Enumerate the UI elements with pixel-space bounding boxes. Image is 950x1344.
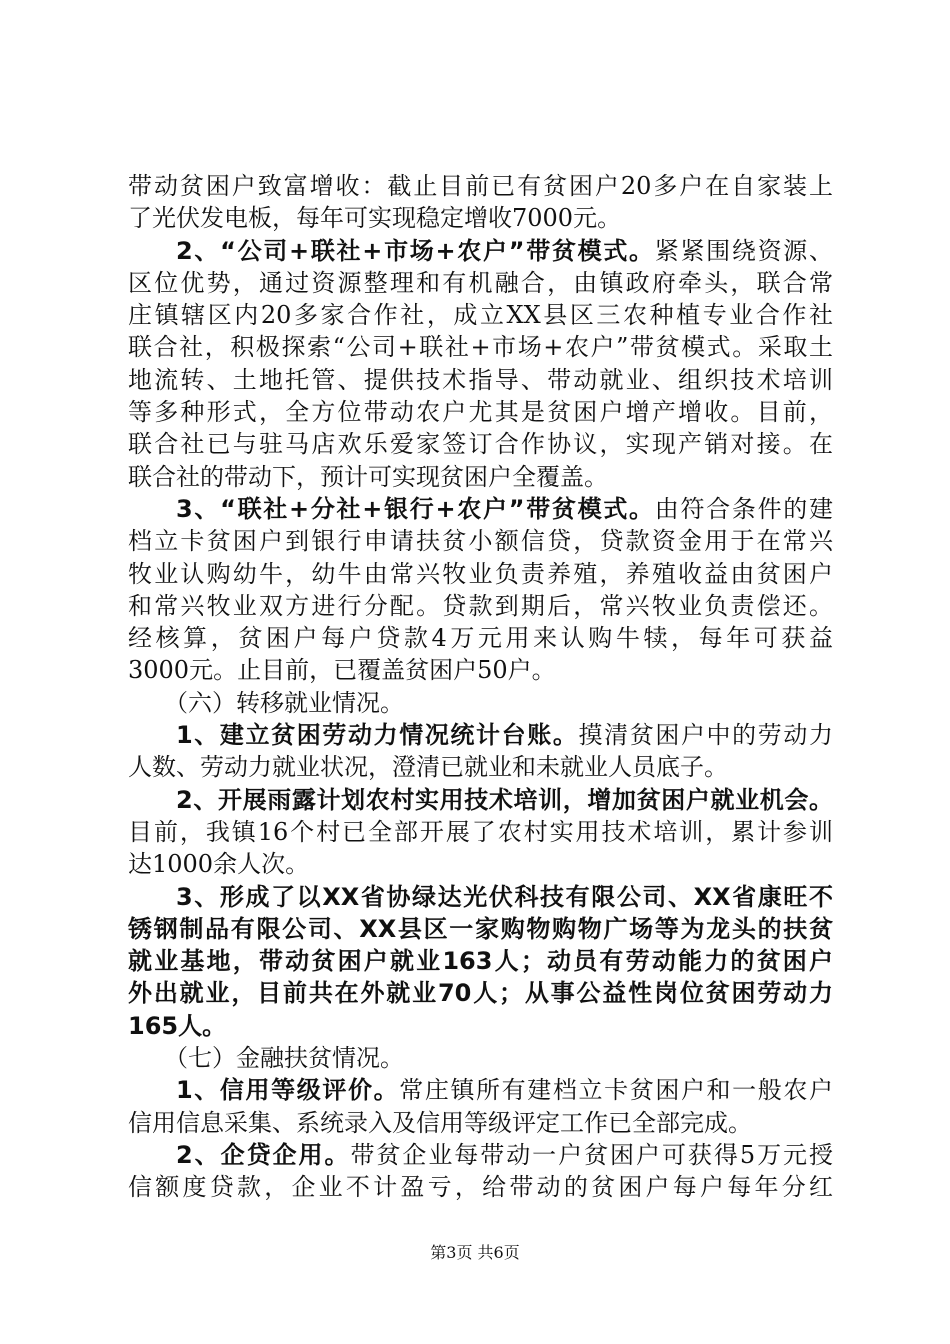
text-line: [128, 784, 833, 816]
text-line: [128, 590, 833, 622]
text-line: [128, 525, 833, 557]
text-run: 摸清贫困户中的劳动力: [578, 721, 833, 750]
text-run: 经核算，贫困户每户贷款4万元用来认购牛犊，每年可获益: [128, 624, 833, 653]
text-run: 带动贫困户致富增收：截止目前已有贫困户20多户在自家装上: [128, 172, 833, 200]
bold-text-run: 2、开展雨露计划农村实用技术培训，增加贫困户就业机会。: [176, 785, 833, 814]
text-line: [128, 913, 833, 945]
text-line: [128, 751, 833, 783]
text-line: [128, 461, 833, 493]
page-footer: 第3页 共6页: [430, 1243, 520, 1262]
text-line: [128, 396, 833, 428]
bold-text-run: 1、建立贫困劳动力情况统计台账。: [176, 721, 579, 750]
text-line: [128, 945, 833, 977]
text-line: [128, 331, 833, 363]
text-line: [128, 558, 833, 590]
text-run: 3000元。止目前，已覆盖贫困户50户。: [128, 656, 556, 685]
text-line: [128, 881, 833, 913]
text-line: [128, 1171, 833, 1203]
text-run: 由符合条件的建: [654, 494, 833, 523]
document-body: [128, 170, 833, 1204]
text-line: [128, 719, 833, 751]
text-run: （七）金融扶贫情况。: [164, 1044, 404, 1073]
text-run: 人数、劳动力就业状况，澄清已就业和未就业人员底子。: [128, 753, 728, 782]
text-line: [128, 202, 833, 234]
text-run: （六）转移就业情况。: [164, 688, 404, 717]
text-line: [128, 170, 833, 202]
text-line: [128, 1139, 833, 1171]
bold-text-run: 3、形成了以XX省协绿达光伏科技有限公司、XX省康旺不: [176, 882, 833, 911]
text-run: 档立卡贫困户到银行申请扶贫小额信贷，贷款资金用于在常兴: [128, 527, 833, 556]
text-line: [128, 1042, 833, 1074]
text-run: 地流转、土地托管、提供技术指导、带动就业、组织技术培训: [128, 365, 833, 394]
text-run: 信额度贷款，企业不计盈亏，给带动的贫困户每户每年分红: [128, 1173, 833, 1202]
text-line: [128, 493, 833, 525]
text-run: 了光伏发电板，每年可实现稳定增收7000元。: [128, 204, 622, 233]
text-line: [128, 848, 833, 880]
text-line: [128, 1107, 833, 1139]
text-line: [128, 687, 833, 719]
text-run: 联合社，积极探索“公司+联社+市场+农户”带贫模式。采取土: [128, 333, 833, 362]
bold-text-run: 外出就业，目前共在外就业70人；从事公益性岗位贫困劳动力: [128, 979, 833, 1008]
text-line: [128, 1074, 833, 1106]
text-line: [128, 977, 833, 1009]
bold-text-run: 3、“联社+分社+银行+农户”带贫模式。: [176, 494, 655, 523]
text-run: 达1000余人次。: [128, 850, 310, 879]
bold-text-run: 2、“公司+联社+市场+农户”带贫模式。: [176, 236, 655, 265]
text-run: 联合社已与驻马店欢乐爱家签订合作协议，实现产销对接。在: [128, 430, 833, 459]
bold-text-run: 就业基地，带动贫困户就业163人；动员有劳动能力的贫困户: [128, 947, 833, 976]
bold-text-run: 锈钢制品有限公司、XX县区一家购物购物广场等为龙头的扶贫: [128, 914, 833, 943]
bold-text-run: 2、企贷企用。: [176, 1140, 351, 1169]
text-run: 和常兴牧业双方进行分配。贷款到期后，常兴牧业负责偿还。: [128, 591, 833, 620]
text-line: [128, 654, 833, 686]
text-line: [128, 235, 833, 267]
text-run: 信用信息采集、系统录入及信用等级评定工作已全部完成。: [128, 1108, 752, 1137]
text-line: [128, 364, 833, 396]
text-run: 紧紧围绕资源、: [654, 236, 833, 265]
text-line: [128, 428, 833, 460]
text-run: 目前，我镇16个村已全部开展了农村实用技术培训，累计参训: [128, 817, 833, 846]
bold-text-run: 1、信用等级评价。: [176, 1076, 400, 1105]
text-run: 常庄镇所有建档立卡贫困户和一般农户: [399, 1076, 833, 1105]
bold-text-run: 165人。: [128, 1011, 227, 1040]
text-run: 庄镇辖区内20多家合作社，成立XX县区三农种植专业合作社: [128, 301, 833, 330]
text-line: [128, 816, 833, 848]
text-run: 牧业认购幼牛，幼牛由常兴牧业负责养殖，养殖收益由贫困户: [128, 559, 833, 588]
text-run: 等多种形式，全方位带动农户尤其是贫困户增产增收。目前，: [128, 398, 833, 427]
text-line: [128, 622, 833, 654]
text-run: 区位优势，通过资源整理和有机融合，由镇政府牵头，联合常: [128, 268, 833, 297]
text-run: 带贫企业每带动一户贫困户可获得5万元授: [350, 1140, 833, 1169]
text-line: [128, 267, 833, 299]
text-run: 联合社的带动下，预计可实现贫困户全覆盖。: [128, 462, 608, 491]
text-line: [128, 1010, 833, 1042]
text-line: [128, 299, 833, 331]
